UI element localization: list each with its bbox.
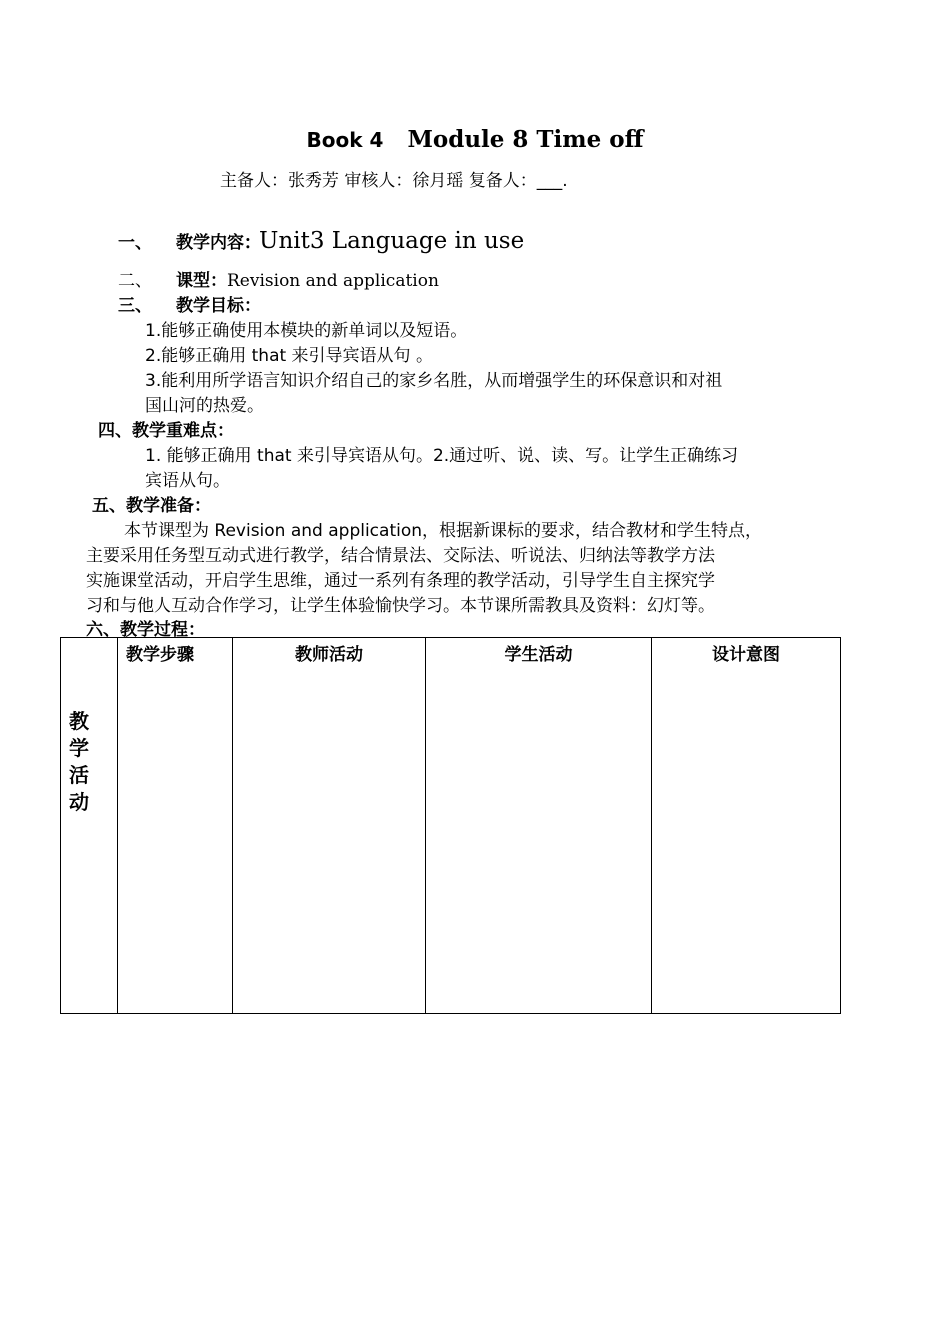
goal-line-2: 2.能够正确用 that 来引导宾语从句 。 — [145, 346, 433, 366]
goal-line-1: 1.能够正确使用本模块的新单词以及短语。 — [145, 321, 468, 341]
header-design-intent: 设计意图 — [712, 645, 780, 665]
difficulty-line-2: 宾语从句。 — [145, 471, 230, 491]
title-book: Book 4 — [306, 128, 384, 152]
process-table — [60, 637, 841, 1014]
goal-line-3: 3.能利用所学语言知识介绍自己的家乡名胜，从而增强学生的环保意识和对祖 — [145, 371, 723, 391]
section-difficulty: 四、教学重难点： — [98, 421, 234, 441]
prep-line-1: 本节课型为 Revision and application，根据新课标的要求，结合教材和学生特点， — [124, 521, 763, 541]
staff-line: 主备人：张秀芳 审核人：徐月瑶 复备人：___. — [220, 171, 568, 191]
teacher-activity-cell — [233, 638, 426, 1014]
goal-line-4: 国山河的热爱。 — [145, 396, 264, 416]
section-label: 教学内容 — [176, 233, 244, 253]
steps-cell — [118, 638, 233, 1014]
section-goals — [118, 291, 261, 316]
side-label: 教学活动 — [69, 709, 89, 814]
section-number: 一、 — [118, 233, 152, 253]
design-intent-cell — [652, 638, 841, 1014]
section-value: : Unit3 Language in use — [244, 228, 525, 254]
section-content — [118, 228, 524, 254]
header-teacher-activity: 教师活动 — [295, 645, 363, 665]
section-value: Revision and application — [227, 271, 439, 291]
prep-line-4: 习和与他人互动合作学习，让学生体验愉快学习。本节课所需教具及资料：幻灯等。 — [86, 596, 715, 616]
header-steps: 教学步骤 — [126, 645, 194, 665]
header-student-activity: 学生活动 — [504, 645, 573, 665]
student-activity-cell — [426, 638, 652, 1014]
title-module: Module 8 Time off — [407, 126, 644, 153]
section-process: 六、教学过程： — [86, 620, 205, 640]
section-label: 课型： — [176, 271, 227, 291]
section-number: 三、 — [118, 296, 152, 316]
difficulty-line-1: 1. 能够正确用 that 来引导宾语从句。2.通过听、说、读、写。让学生正确练习 — [145, 446, 739, 466]
section-lesson-type — [118, 266, 439, 291]
section-label: 教学目标： — [176, 296, 261, 316]
section-number: 二、 — [118, 271, 152, 291]
document-title — [0, 126, 950, 153]
prep-line-2: 主要采用任务型互动式进行教学，结合情景法、交际法、听说法、归纳法等教学方法 — [86, 546, 715, 566]
side-label-cell — [61, 638, 118, 1014]
section-preparation: 五、教学准备： — [92, 496, 211, 516]
prep-line-3: 实施课堂活动，开启学生思维，通过一系列有条理的教学活动，引导学生自主探究学 — [86, 571, 715, 591]
